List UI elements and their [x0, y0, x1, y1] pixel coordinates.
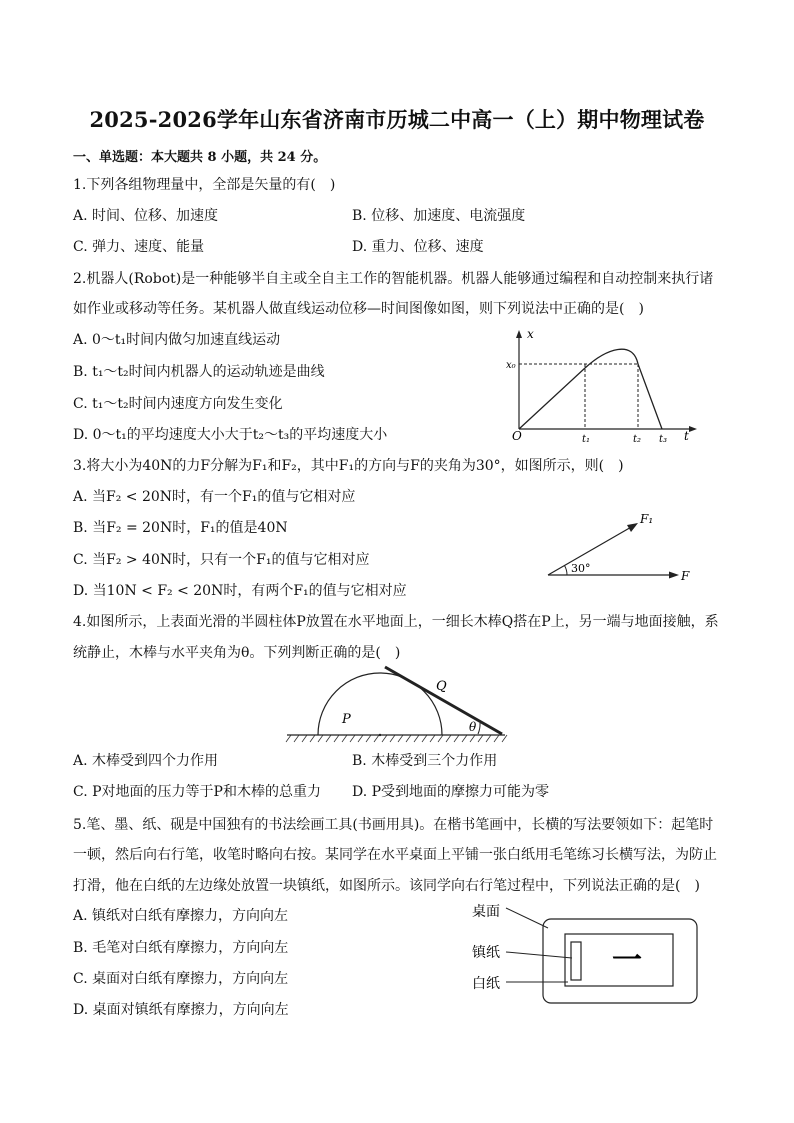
q5-option-d[interactable]: D. 桌面对镇纸有摩擦力，方向向左 — [73, 1002, 289, 1018]
q2-axis-x-label: x — [527, 327, 534, 341]
q2-t3-label: t₃ — [659, 434, 668, 445]
q4-cylinder-rod-diagram — [285, 665, 510, 745]
q5-stem-line2: 一顿，然后向右行笔，收笔时略向右按。某同学在水平桌面上平铺一张白纸用毛笔练习长横写法，为防止 — [73, 847, 717, 863]
q5-desk-paper-diagram — [468, 898, 708, 1008]
q2-origin-label: O — [512, 429, 522, 443]
q3-f1-label: F₁ — [640, 512, 654, 526]
q5-stem-line3: 打滑，他在白纸的左边缘处放置一块镇纸，如图所示。该同学向右行笔过程中，下列说法正确的是( ) — [73, 878, 700, 894]
q5-paper-label: 白纸 — [472, 976, 500, 992]
section-heading: 一、单选题：本大题共 8 小题，共 24 分。 — [73, 150, 327, 165]
q4-option-d[interactable]: D. P受到地面的摩擦力可能为零 — [352, 784, 550, 800]
q3-option-d[interactable]: D. 当10N < F₂ < 20N时，有两个F₁的值与它相对应 — [73, 583, 407, 599]
q1-option-d[interactable]: D. 重力、位移、速度 — [352, 239, 484, 255]
q2-option-c[interactable]: C. t₁～t₂时间内速度方向发生变化 — [73, 396, 283, 412]
q2-axis-t-label: t — [684, 429, 689, 443]
q5-stem-line1: 5.笔、墨、纸、砚是中国独有的书法绘画工具(书画用具)。在楷书笔画中，长横的写法要领如下：起笔时 — [73, 817, 714, 833]
q3-force-diagram — [545, 508, 700, 586]
q3-f-label: F — [681, 569, 690, 583]
q4-option-c[interactable]: C. P对地面的压力等于P和木棒的总重力 — [73, 784, 321, 800]
q5-option-b[interactable]: B. 毛笔对白纸有摩擦力，方向向左 — [73, 940, 289, 956]
q4-p-label: P — [342, 712, 351, 727]
q4-theta-label: θ — [469, 720, 477, 734]
q2-t1-label: t₁ — [582, 434, 591, 445]
q4-stem-line2: 统静止，木棒与水平夹角为θ。下列判断正确的是( ) — [73, 645, 401, 661]
page-title: 2025-2026学年山东省济南市历城二中高一（上）期中物理试卷 — [89, 107, 705, 132]
q1-option-a[interactable]: A. 时间、位移、加速度 — [73, 208, 219, 224]
q2-option-a[interactable]: A. 0～t₁时间内做匀加速直线运动 — [73, 332, 281, 348]
q3-option-a[interactable]: A. 当F₂ < 20N时，有一个F₁的值与它相对应 — [73, 489, 356, 505]
q3-option-c[interactable]: C. 当F₂ > 40N时，只有一个F₁的值与它相对应 — [73, 552, 370, 568]
q2-stem-line1: 2.机器人(Robot)是一种能够半自主或全自主工作的智能机器。机器人能够通过编程和自动控制来执行诸 — [73, 271, 714, 287]
q3-option-b[interactable]: B. 当F₂ = 20N时，F₁的值是40N — [73, 520, 288, 536]
q5-brush-stroke: 一 — [612, 943, 642, 978]
q5-option-c[interactable]: C. 桌面对白纸有摩擦力，方向向左 — [73, 971, 289, 987]
q4-stem-line1: 4.如图所示，上表面光滑的半圆柱体P放置在水平地面上，一细长木棒Q搭在P上，另一端与地面接触，系 — [73, 614, 719, 630]
q1-stem: 1.下列各组物理量中，全部是矢量的有( ) — [73, 177, 336, 193]
q2-t2-label: t₂ — [633, 434, 642, 445]
q1-option-b[interactable]: B. 位移、加速度、电流强度 — [352, 208, 526, 224]
q2-option-b[interactable]: B. t₁～t₂时间内机器人的运动轨迹是曲线 — [73, 364, 325, 380]
q5-option-a[interactable]: A. 镇纸对白纸有摩擦力，方向向左 — [73, 908, 289, 924]
q1-option-c[interactable]: C. 弹力、速度、能量 — [73, 239, 205, 255]
q4-option-a[interactable]: A. 木棒受到四个力作用 — [73, 753, 219, 769]
q4-q-label: Q — [436, 679, 447, 694]
q2-position-time-graph — [505, 326, 700, 446]
q2-x0-label: x₀ — [506, 360, 516, 371]
q2-stem-line2: 如作业或移动等任务。某机器人做直线运动位移—时间图像如图，则下列说法中正确的是( ) — [73, 301, 644, 317]
q2-option-d[interactable]: D. 0～t₁的平均速度大小大于t₂～t₃的平均速度大小 — [73, 427, 388, 443]
q3-angle-label: 30° — [571, 562, 591, 575]
q3-stem: 3.将大小为40N的力F分解为F₁和F₂，其中F₁的方向与F的夹角为30°，如图所示，则( ) — [73, 458, 624, 474]
q4-option-b[interactable]: B. 木棒受到三个力作用 — [352, 753, 498, 769]
q5-weight-label: 镇纸 — [472, 945, 500, 961]
q5-desk-label: 桌面 — [472, 904, 500, 920]
